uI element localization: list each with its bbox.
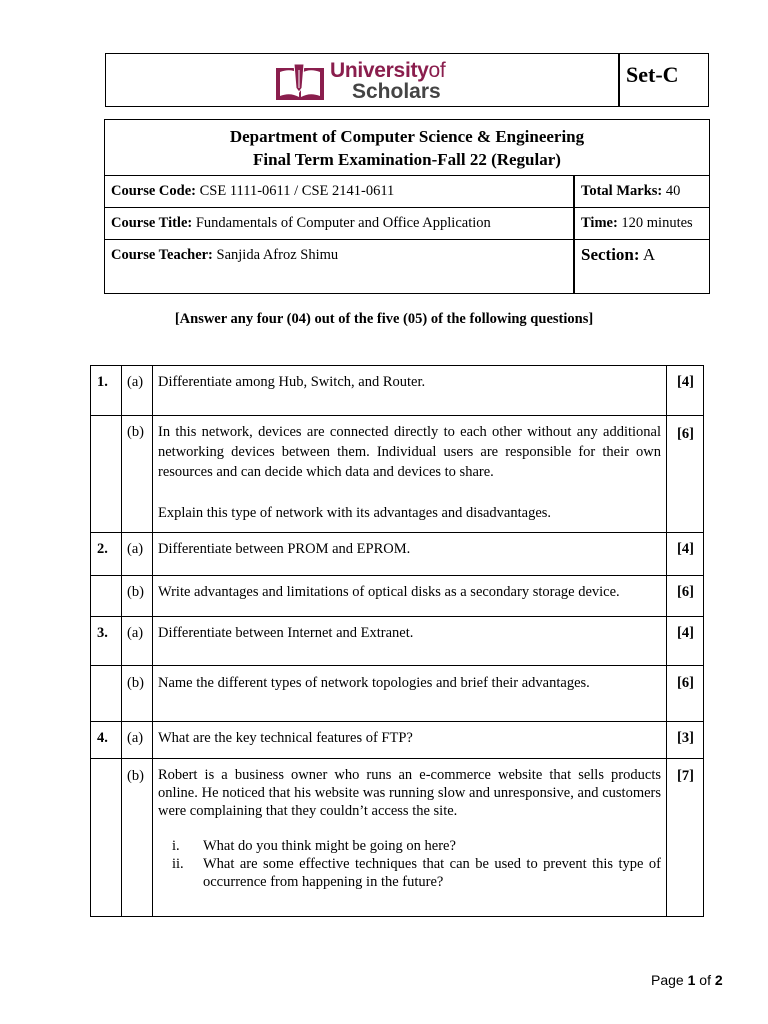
marks: [6] [677, 426, 694, 442]
part-label: (a) [127, 374, 144, 390]
divider [152, 366, 153, 916]
department-title: Department of Computer Science & Engineering [229, 127, 585, 146]
header-box [105, 53, 709, 107]
marks: [4] [677, 625, 694, 641]
course-code: Course Code: CSE 1111-0611 / CSE 2141-0611 [111, 183, 395, 199]
part-label: (b) [127, 675, 144, 691]
part-label: (b) [127, 584, 144, 600]
part-label: (b) [127, 424, 144, 440]
book-pen-icon [274, 62, 326, 102]
question-number: 1. [97, 374, 108, 390]
divider [573, 175, 575, 293]
exam-info-table [104, 119, 710, 294]
question-paragraph: In this network, devices are connected directly to each other without any additional networking devices between them. Individual users are responsible for their own resources and can decide which data and devices to share. [158, 424, 661, 480]
exam-time: Time: 120 minutes [581, 215, 693, 231]
divider [91, 665, 703, 666]
divider [91, 758, 703, 759]
question-paragraph: Explain this type of network with its advantages and disadvantages. [158, 505, 552, 521]
exam-title: Final Term Examination-Fall 22 (Regular) [253, 150, 561, 169]
divider [91, 415, 703, 416]
questions-table [90, 365, 704, 917]
marks: [4] [677, 374, 694, 390]
marks: [3] [677, 730, 694, 746]
question-text: Write advantages and limitations of optical disks as a secondary storage device. [158, 584, 620, 600]
question-text: Differentiate among Hub, Switch, and Router. [158, 374, 426, 390]
marks: [7] [677, 768, 694, 784]
divider [105, 207, 709, 208]
sub-question-list [158, 837, 661, 891]
sub-question: ii. What are some effective techniques that can be used to prevent this type of occurrence from happening in the future? [172, 856, 661, 890]
course-title: Course Title: Fundamentals of Computer and Office Application [111, 215, 491, 231]
logo-line2: Scholars [352, 80, 441, 103]
question-text: What are the key technical features of FTP? [158, 730, 413, 746]
course-teacher: Course Teacher: Sanjida Afroz Shimu [111, 247, 339, 263]
divider [666, 366, 667, 916]
part-label: (b) [127, 768, 144, 784]
logo-line1: Universityof [330, 59, 446, 82]
question-text: Differentiate between PROM and EPROM. [158, 541, 411, 557]
divider [105, 175, 709, 176]
question-paragraph: Robert is a business owner who runs an e-commerce website that sells products online. He noticed that his website was running slow and unresponsive, and customers were complaining that they couldn’t access the site. [158, 767, 661, 819]
header-divider [618, 54, 620, 106]
question-text [158, 422, 661, 523]
page-number: Page 1 of 2 [651, 972, 723, 988]
question-number: 4. [97, 730, 108, 746]
sub-question: i. What do you think might be going on here? [172, 838, 456, 854]
set-label: Set-C [626, 62, 679, 87]
marks: [6] [677, 675, 694, 691]
section: Section: A [581, 245, 656, 264]
divider [121, 366, 122, 916]
university-logo [274, 59, 454, 103]
total-marks: Total Marks: 40 [581, 183, 681, 199]
divider [105, 239, 709, 240]
divider [91, 616, 703, 617]
divider [91, 575, 703, 576]
marks: [6] [677, 584, 694, 600]
part-label: (a) [127, 541, 144, 557]
part-label: (a) [127, 730, 144, 746]
question-number: 3. [97, 625, 108, 641]
question-text: Name the different types of network topologies and brief their advantages. [158, 675, 590, 691]
marks: [4] [677, 541, 694, 557]
divider [91, 721, 703, 722]
divider [91, 532, 703, 533]
question-text [158, 766, 661, 891]
question-number: 2. [97, 541, 108, 557]
part-label: (a) [127, 625, 144, 641]
instruction: [Answer any four (04) out of the five (05) of the following questions] [174, 311, 594, 327]
question-text: Differentiate between Internet and Extranet. [158, 625, 414, 641]
